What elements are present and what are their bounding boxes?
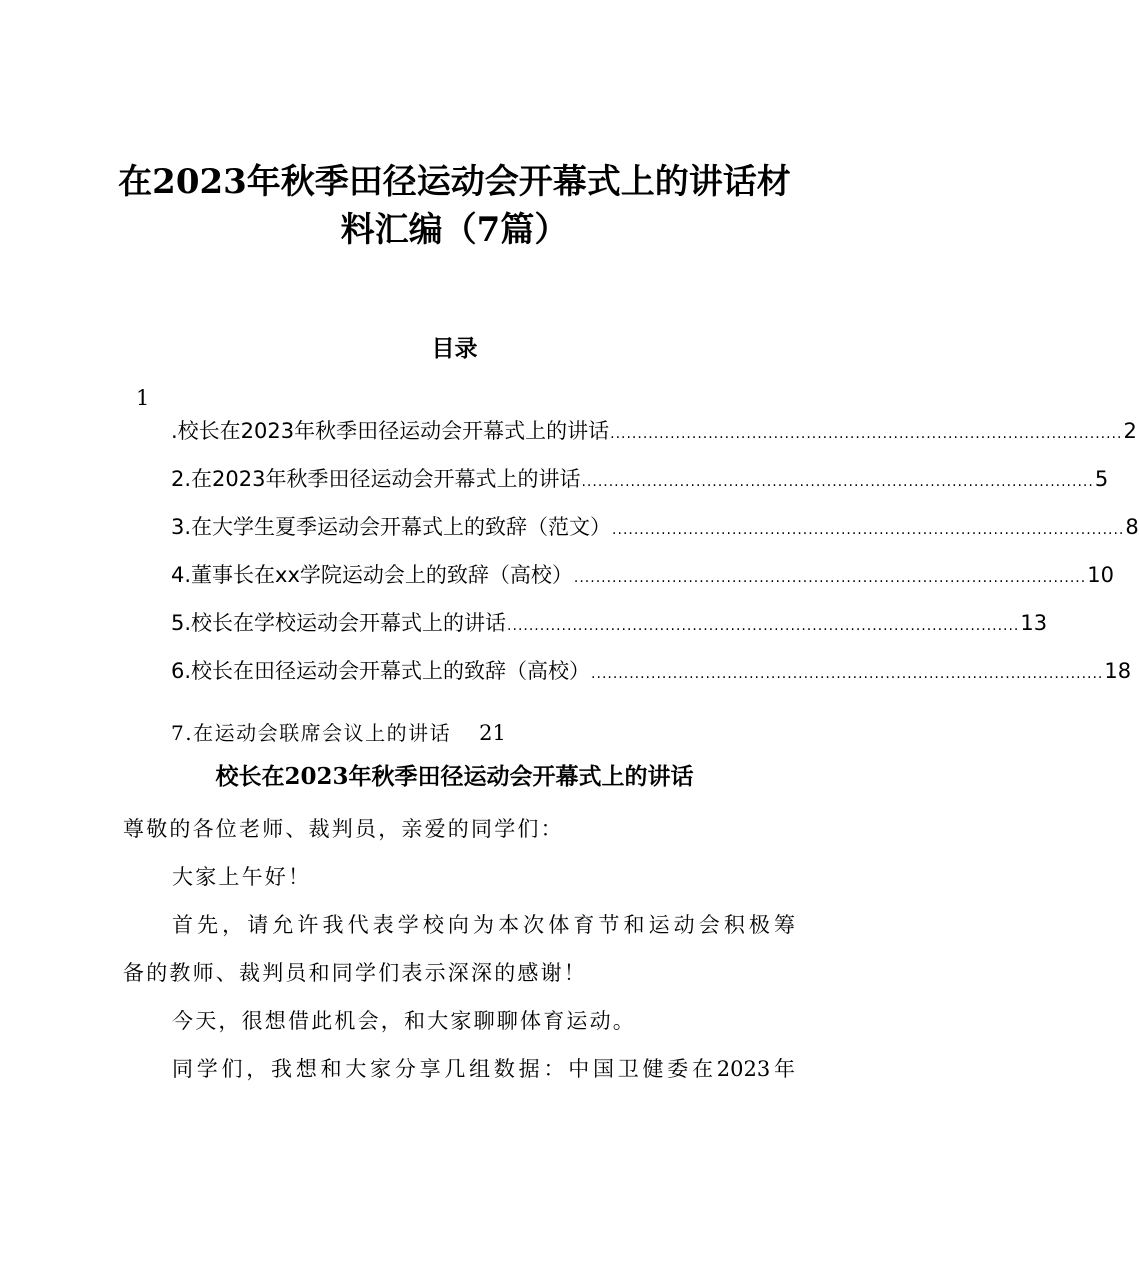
toc-page-number: 5 [1094, 467, 1109, 491]
paragraph-thanks-line-2: 备的教师、裁判员和同学们表示深深的感谢！ [123, 961, 587, 985]
toc-entry-7[interactable] [171, 718, 506, 748]
toc-leader-dots: .............................................................................................. [591, 666, 1104, 682]
toc-leader-dots: .............................................................................................. [581, 474, 1094, 490]
toc-page-number: 13 [1020, 611, 1048, 635]
toc-entry-label: 6.校长在田径运动会开幕式上的致辞（高校） [171, 659, 591, 683]
toc-entry-label: 3.在大学生夏季运动会开幕式上的致辞（范文） [171, 515, 612, 539]
paragraph-greeting: 大家上午好！ [172, 865, 312, 889]
paragraph-salutation: 尊敬的各位老师、裁判员，亲爱的同学们： [123, 817, 564, 841]
toc-leader-dots: .............................................................................................. [610, 426, 1123, 442]
toc-page-number: 21 [479, 721, 506, 745]
toc-page-number: 10 [1087, 563, 1114, 587]
toc-entry-2[interactable] [171, 464, 1109, 497]
paragraph-thanks-line-1: 首先，请允许我代表学校向为本次体育节和运动会积极筹 [172, 913, 795, 937]
toc-first-number: 1 [136, 386, 150, 410]
paragraph-data-intro: 同学们，我想和大家分享几组数据：中国卫健委在2023年 [172, 1057, 795, 1081]
toc-entry-label: 2.在2023年秋季田径运动会开幕式上的讲话 [171, 467, 581, 491]
toc-heading: 目录 [431, 335, 478, 362]
toc-leader-dots: .............................................................................................. [573, 570, 1087, 586]
toc-entry-5[interactable] [171, 608, 1048, 641]
toc-page-number: 18 [1104, 659, 1132, 683]
toc-leader-dots: .............................................................................................. [507, 618, 1020, 634]
toc-entry-label: 4.董事长在xx学院运动会上的致辞（高校） [171, 563, 573, 587]
document-title-line-1: 在2023年秋季田径运动会开幕式上的讲话材 [118, 162, 791, 202]
section-title: 校长在2023年秋季田径运动会开幕式上的讲话 [215, 763, 694, 790]
toc-entry-label: .校长在2023年秋季田径运动会开幕式上的讲话 [171, 419, 610, 443]
toc-entry-label: 5.校长在学校运动会开幕式上的讲话 [171, 611, 507, 635]
document-title-line-2: 料汇编（7篇） [340, 210, 569, 250]
paragraph-topic: 今天，很想借此机会，和大家聊聊体育运动。 [172, 1009, 636, 1033]
toc-entry-1[interactable] [171, 416, 1137, 449]
toc-entry-3[interactable] [171, 512, 1139, 545]
toc-entry-6[interactable] [171, 656, 1132, 689]
toc-page-number: 8 [1125, 515, 1139, 539]
toc-page-number: 2 [1123, 419, 1137, 443]
toc-leader-dots: .............................................................................................. [612, 522, 1125, 538]
toc-entry-4[interactable] [171, 560, 1114, 593]
toc-entry-label: 7.在运动会联席会议上的讲话 [171, 721, 452, 745]
